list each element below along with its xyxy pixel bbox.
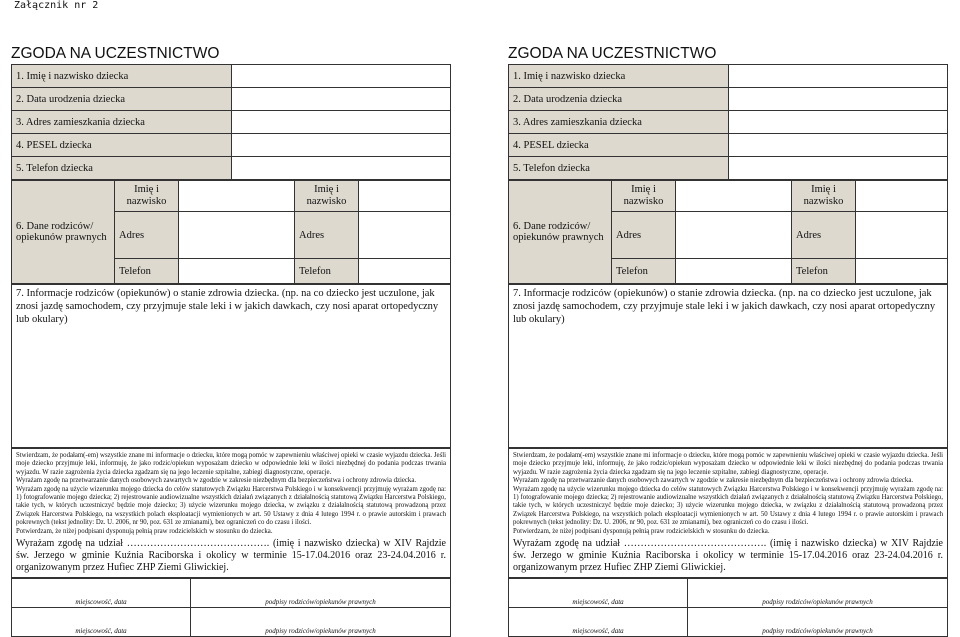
declaration-p3: Wyrażam zgodę na użycie wizerunku mojego dziecka do celów statutowych Związku Harcerstwa Polskiego i w konsekwencji przyjmuję wyrażam zgodę na: 1) fotografowanie mojego dziecka; 2) rejestrowanie audiowizualne wszystkich działań związanych z działalnością statutową Związku Harcerstwa Polskiego, takie tych, w których uczestniczyć będzie moje dziecko; 3) użycie wizerunku mojego dziecka, w związku z działalnością statutową prowadzoną przez Związek Harcerstwa Polskiego, na wszystkich polach eksploatacji wymienionych w art. 50 Ustawy z dnia 4 lutego 1994 r. o prawie autorskim i prawach pokrewnych (tekst jednolity: Dz. U. 2006, nr 90, poz. 631 ze zmianami), bez ograniczeń co do czasu i ilości. bbox=[513, 485, 943, 527]
health-info-text[interactable]: 7. Informacje rodziców (opiekunów) o stanie zdrowia dziecka. (np. na co dziecko jest uczulone, jak znosi jazdę samochodem, czy przyjmuje stale leki i w jakich dawkach, czy nosi aparat ortopedyczny lub okulary) bbox=[12, 285, 451, 448]
parents-table bbox=[508, 180, 948, 284]
child-phone-value[interactable] bbox=[231, 157, 451, 180]
consent-form-left bbox=[11, 44, 451, 637]
parents-table bbox=[11, 180, 451, 284]
declaration-p4: Potwierdzam, że niżej podpisani dysponują pełnią praw rodzicielskich w stosunku do dziecka. bbox=[513, 527, 770, 535]
declaration-p1: Stwierdzam, że podałam(-em) wszystkie znane mi informacje o dziecku, które mogą pomóc w zapewnieniu właściwej opieki w czasie wyjazdu dziecka. Jeśli moje dziecko przyjmuje leki, informuję, że jako rodzic/opiekun wyposażam dziecko w odpowiednie leki w ilości niezbędnej do podania podczas trwania wyjazdu. W razie zagrożenia życia dziecka zgadzam się na jego leczenie szpitalne, zabiegi diagnostyczne, operacje. bbox=[513, 452, 943, 476]
parent1-name-value[interactable] bbox=[676, 181, 792, 212]
parent2-name-value[interactable] bbox=[359, 181, 451, 212]
parent1-name-label: Imię i nazwisko bbox=[612, 181, 676, 212]
declaration-p2: Wyrażam zgodę na przetwarzanie danych osobowych zawartych w zgodzie w zakresie niezbędnym dla bezpieczeństwa i ochrony zdrowia dziecka. bbox=[16, 477, 417, 485]
parent2-address-value[interactable] bbox=[856, 212, 948, 259]
child-pesel-value[interactable] bbox=[231, 134, 451, 157]
child-phone-row: 5. Telefon dziecka bbox=[12, 157, 232, 180]
parent2-phone-value[interactable] bbox=[856, 259, 948, 284]
form-title: ZGODA NA UCZESTNICTWO bbox=[11, 45, 220, 62]
parents-label: 6. Dane rodziców/ opiekunów prawnych bbox=[12, 181, 115, 284]
child-name-row: 1. Imię i nazwisko dziecka bbox=[12, 65, 232, 88]
declaration-text bbox=[509, 449, 948, 578]
child-data-table bbox=[11, 64, 451, 180]
declaration-p4: Potwierdzam, że niżej podpisani dysponują pełnią praw rodzicielskich w stosunku do dziecka. bbox=[16, 527, 273, 535]
parent1-name-label: Imię i nazwisko bbox=[115, 181, 179, 212]
parent1-address-label: Adres bbox=[115, 212, 179, 259]
signature-table bbox=[11, 578, 451, 637]
child-phone-value[interactable] bbox=[728, 157, 948, 180]
child-pesel-value[interactable] bbox=[728, 134, 948, 157]
parent2-name-value[interactable] bbox=[856, 181, 948, 212]
place-date-field-2[interactable]: miejscowość, data bbox=[509, 608, 688, 637]
health-info-text[interactable]: 7. Informacje rodziców (opiekunów) o stanie zdrowia dziecka. (np. na co dziecko jest uczulone, jak znosi jazdę samochodem, czy przyjmuje stale leki i w jakich dawkach, czy nosi aparat ortopedyczny lub okulary) bbox=[509, 285, 948, 448]
parent2-address-label: Adres bbox=[792, 212, 856, 259]
declaration-box bbox=[508, 448, 948, 578]
child-address-value[interactable] bbox=[231, 111, 451, 134]
child-pesel-row: 4. PESEL dziecka bbox=[509, 134, 729, 157]
child-birthdate-value[interactable] bbox=[728, 88, 948, 111]
attachment-label: Załącznik nr 2 bbox=[14, 0, 99, 11]
child-name-value[interactable] bbox=[728, 65, 948, 88]
parents-signature-field-1[interactable]: podpisy rodziców/opiekunów prawnych bbox=[688, 579, 948, 608]
child-data-table bbox=[508, 64, 948, 180]
form-title: ZGODA NA UCZESTNICTWO bbox=[508, 45, 717, 62]
consent-form-right bbox=[508, 44, 948, 637]
place-date-field-1[interactable]: miejscowość, data bbox=[509, 579, 688, 608]
consent-statement: Wyrażam zgodę na udział ……………………………………. (imię i nazwisko dziecka) w XIV Rajdzie św. Jerzego w gminie Kuźnia Raciborska i okolicy w terminie 15-17.04.2016 oraz 23-24.04.2016 r. organizowanym przez Hufiec ZHP Ziemi Gliwickiej. bbox=[513, 538, 943, 574]
parent2-phone-label: Telefon bbox=[792, 259, 856, 284]
parent2-name-label: Imię i nazwisko bbox=[792, 181, 856, 212]
child-birthdate-row: 2. Data urodzenia dziecka bbox=[12, 88, 232, 111]
parent1-address-label: Adres bbox=[612, 212, 676, 259]
parent1-address-value[interactable] bbox=[676, 212, 792, 259]
parent2-phone-label: Telefon bbox=[295, 259, 359, 284]
declaration-p3: Wyrażam zgodę na użycie wizerunku mojego dziecka do celów statutowych Związku Harcerstwa Polskiego i w konsekwencji przyjmuję wyrażam zgodę na: 1) fotografowanie mojego dziecka; 2) rejestrowanie audiowizualne wszystkich działań związanych z działalnością statutową Związku Harcerstwa Polskiego, takie tych, w których uczestniczyć będzie moje dziecko; 3) użycie wizerunku mojego dziecka, w związku z działalnością statutową prowadzoną przez Związek Harcerstwa Polskiego, na wszystkich polach eksploatacji wymienionych w art. 50 Ustawy z dnia 4 lutego 1994 r. o prawie autorskim i prawach pokrewnych (tekst jednolity: Dz. U. 2006, nr 90, poz. 631 ze zmianami), bez ograniczeń co do czasu i ilości. bbox=[16, 485, 446, 527]
parent1-phone-value[interactable] bbox=[676, 259, 792, 284]
declaration-text bbox=[12, 449, 451, 578]
health-info-box bbox=[508, 284, 948, 448]
parent2-phone-value[interactable] bbox=[359, 259, 451, 284]
child-address-row: 3. Adres zamieszkania dziecka bbox=[509, 111, 729, 134]
parent1-phone-label: Telefon bbox=[612, 259, 676, 284]
parent1-phone-label: Telefon bbox=[115, 259, 179, 284]
signature-table bbox=[508, 578, 948, 637]
parent2-address-value[interactable] bbox=[359, 212, 451, 259]
child-address-row: 3. Adres zamieszkania dziecka bbox=[12, 111, 232, 134]
child-address-value[interactable] bbox=[728, 111, 948, 134]
parents-signature-field-2[interactable]: podpisy rodziców/opiekunów prawnych bbox=[688, 608, 948, 637]
parents-label: 6. Dane rodziców/ opiekunów prawnych bbox=[509, 181, 612, 284]
consent-statement: Wyrażam zgodę na udział ……………………………………. (imię i nazwisko dziecka) w XIV Rajdzie św. Jerzego w gminie Kuźnia Raciborska i okolicy w terminie 15-17.04.2016 oraz 23-24.04.2016 r. organizowanym przez Hufiec ZHP Ziemi Gliwickiej. bbox=[16, 538, 446, 574]
parent2-name-label: Imię i nazwisko bbox=[295, 181, 359, 212]
declaration-p1: Stwierdzam, że podałam(-em) wszystkie znane mi informacje o dziecku, które mogą pomóc w zapewnieniu właściwej opieki w czasie wyjazdu dziecka. Jeśli moje dziecko przyjmuje leki, informuję, że jako rodzic/opiekun wyposażam dziecko w odpowiednie leki w ilości niezbędnej do podania podczas trwania wyjazdu. W razie zagrożenia życia dziecka zgadzam się na jego leczenie szpitalne, zabiegi diagnostyczne, operacje. bbox=[16, 452, 446, 476]
parents-signature-field-2[interactable]: podpisy rodziców/opiekunów prawnych bbox=[191, 608, 451, 637]
parent1-name-value[interactable] bbox=[179, 181, 295, 212]
declaration-box bbox=[11, 448, 451, 578]
child-phone-row: 5. Telefon dziecka bbox=[509, 157, 729, 180]
child-birthdate-value[interactable] bbox=[231, 88, 451, 111]
child-name-row: 1. Imię i nazwisko dziecka bbox=[509, 65, 729, 88]
child-pesel-row: 4. PESEL dziecka bbox=[12, 134, 232, 157]
place-date-field-2[interactable]: miejscowość, data bbox=[12, 608, 191, 637]
health-info-box bbox=[11, 284, 451, 448]
parent1-phone-value[interactable] bbox=[179, 259, 295, 284]
declaration-p2: Wyrażam zgodę na przetwarzanie danych osobowych zawartych w zgodzie w zakresie niezbędnym dla bezpieczeństwa i ochrony zdrowia dziecka. bbox=[513, 477, 914, 485]
parent2-address-label: Adres bbox=[295, 212, 359, 259]
parents-signature-field-1[interactable]: podpisy rodziców/opiekunów prawnych bbox=[191, 579, 451, 608]
parent1-address-value[interactable] bbox=[179, 212, 295, 259]
child-name-value[interactable] bbox=[231, 65, 451, 88]
place-date-field-1[interactable]: miejscowość, data bbox=[12, 579, 191, 608]
child-birthdate-row: 2. Data urodzenia dziecka bbox=[509, 88, 729, 111]
